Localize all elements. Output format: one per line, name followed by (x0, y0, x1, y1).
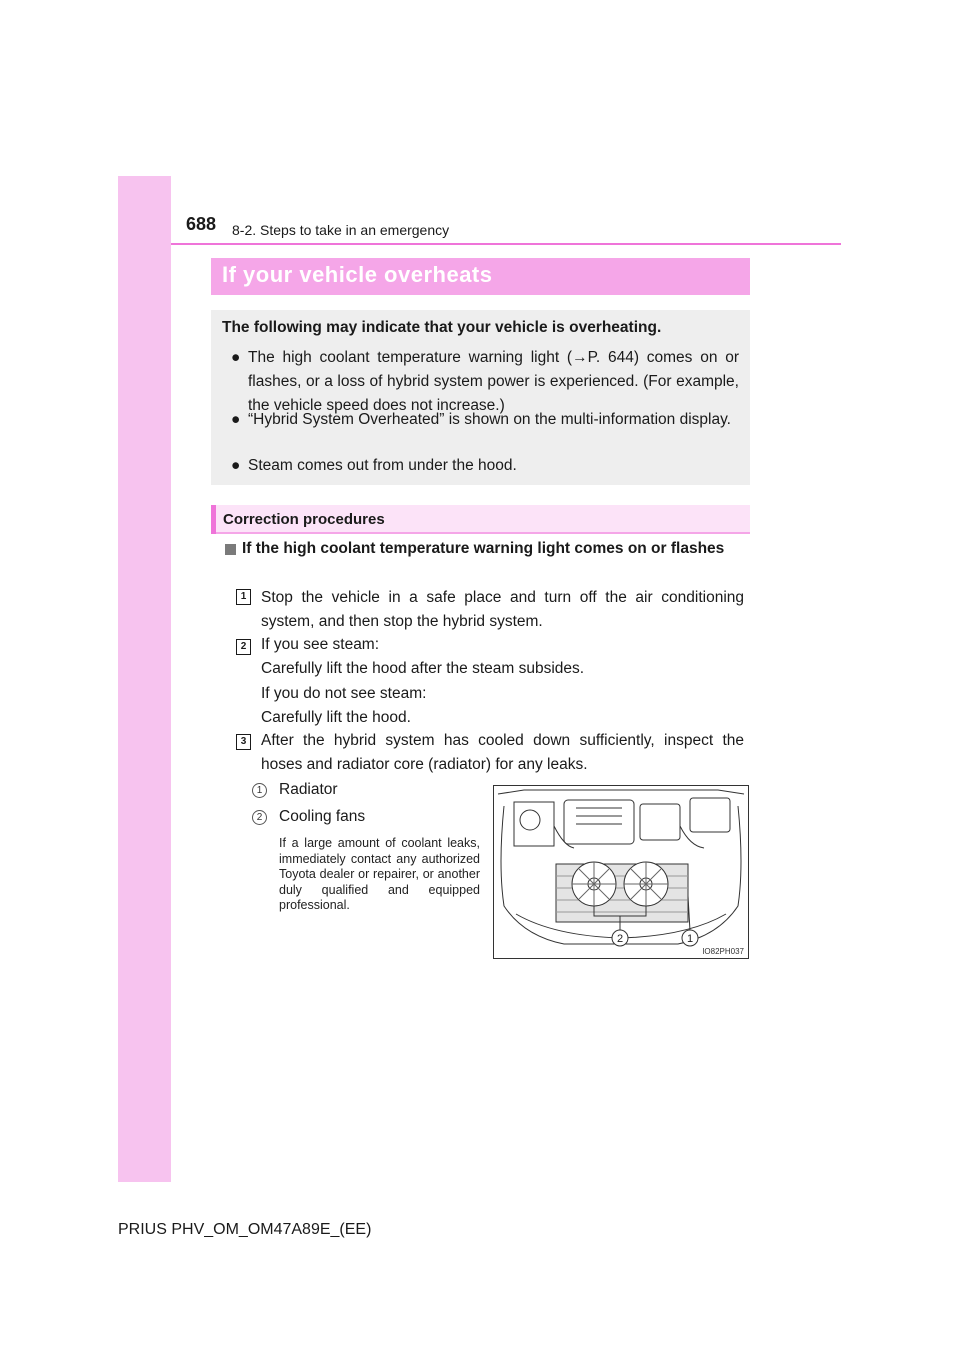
symptom-item: ● Steam comes out from under the hood. (231, 454, 739, 478)
leak-note: If a large amount of coolant leaks, immediately contact any authorized Toyota dealer or repairer, or another duly qualified and equipped professional. (279, 836, 480, 912)
side-tab (118, 176, 171, 1182)
symptoms-lead: The following may indicate that your vehicle is overheating. (222, 319, 662, 336)
subsection-bar (211, 505, 750, 534)
figure-callout-1: 1 (686, 933, 694, 945)
callout-number: 1 (252, 783, 267, 798)
step-1-text: Stop the vehicle in a safe place and turn off the air conditioning system, and then stop the hybrid system. (261, 589, 744, 630)
bullet-dot-icon: ● (231, 457, 241, 474)
step-2-alt-text: If you do not see steam: Carefully lift the hood. (261, 685, 427, 726)
step-2-text: If you see steam: Carefully lift the hood after the steam subsides. (261, 636, 585, 677)
figure-callout-2: 2 (616, 933, 624, 945)
bullet-dot-icon: ● (231, 411, 241, 428)
callout-radiator: Radiator (279, 781, 338, 798)
square-bullet-icon (225, 544, 236, 555)
step-number-box: 2 (236, 639, 251, 655)
page-number: 688 (186, 214, 217, 234)
step-3-text: After the hybrid system has cooled down sufficiently, inspect the hoses and radiator core (radiator) for any leaks. (261, 732, 744, 773)
page-title: If your vehicle overheats (222, 262, 493, 287)
header-rule (171, 243, 841, 245)
symptoms-box (211, 310, 750, 485)
engine-bay-drawing (494, 786, 748, 958)
subsection-title: Correction procedures (223, 511, 385, 528)
callout-number: 2 (252, 810, 267, 825)
document-code: PRIUS PHV_OM_OM47A89E_(EE) (118, 1221, 372, 1238)
figure-code: IO82PH037 (702, 947, 744, 956)
section-header: 8-2. Steps to take in an emergency (232, 222, 450, 238)
title-bar (211, 258, 750, 295)
condition-heading: If the high coolant temperature warning light comes on or flashes (242, 540, 725, 557)
step-number-box: 1 (236, 589, 251, 605)
engine-bay-illustration (493, 785, 749, 959)
symptom-item: ● The high coolant temperature warning light (→P. 644) comes on or flashes, or a loss of hybrid system power is experienced. (For example, the vehicle speed does not increase.) (231, 346, 739, 418)
bullet-dot-icon: ● (231, 349, 241, 366)
symptom-item: ● “Hybrid System Overheated” is shown on the multi-information display. (231, 408, 739, 432)
step-number-box: 3 (236, 734, 251, 750)
callout-cooling-fans: Cooling fans (279, 808, 366, 825)
